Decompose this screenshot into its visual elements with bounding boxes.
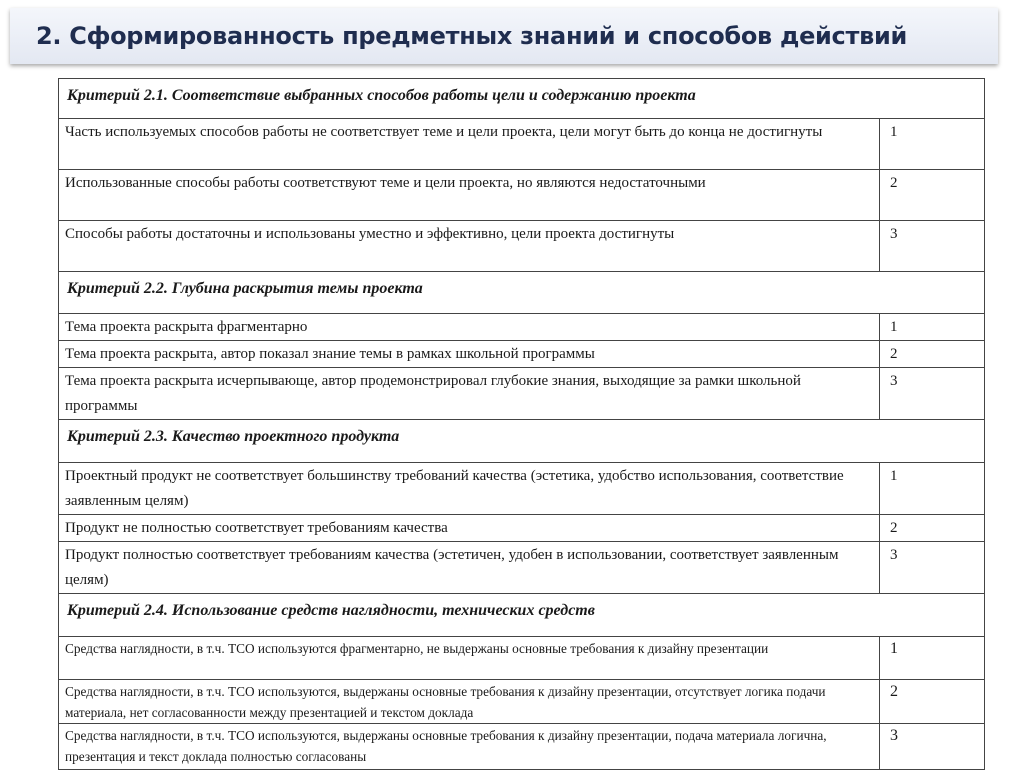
criteria-table [58, 78, 985, 770]
table-row [59, 314, 985, 341]
row-description: Продукт полностью соответствует требованиям качества (эстетичен, удобен в использовании, соответствует заявленным целям) [59, 542, 880, 594]
row-score: 1 [880, 463, 985, 515]
table-row [59, 170, 985, 221]
table-row [59, 341, 985, 368]
row-description: Способы работы достаточны и использованы уместно и эффективно, цели проекта достигнуты [59, 221, 880, 272]
title-bar [10, 8, 998, 64]
row-score: 2 [880, 680, 985, 724]
row-description: Использованные способы работы соответствуют теме и цели проекта, но являются недостаточными [59, 170, 880, 221]
table-row [59, 680, 985, 724]
criterion-header [59, 79, 985, 119]
row-score: 2 [880, 170, 985, 221]
row-score: 3 [880, 221, 985, 272]
row-score: 1 [880, 314, 985, 341]
row-score: 3 [880, 368, 985, 420]
row-score: 2 [880, 341, 985, 368]
table-row [59, 368, 985, 420]
criterion-header [59, 420, 985, 463]
row-score: 2 [880, 515, 985, 542]
criterion-header [59, 594, 985, 637]
row-description: Тема проекта раскрыта исчерпывающе, автор продемонстрировал глубокие знания, выходящие за рамки школьной программы [59, 368, 880, 420]
criterion-heading: Критерий 2.2. Глубина раскрытия темы проекта [59, 272, 985, 314]
row-description: Продукт не полностью соответствует требованиям качества [59, 515, 880, 542]
table-row [59, 542, 985, 594]
row-description: Средства наглядности, в т.ч. ТСО используются, выдержаны основные требования к дизайну презентации, подача материала логична, презентация и текст доклада полностью согласованы [59, 724, 880, 770]
row-description: Средства наглядности, в т.ч. ТСО используются, выдержаны основные требования к дизайну презентации, отсутствует логика подачи материала, нет согласованности между презентацией и текстом доклада [59, 680, 880, 724]
table-row [59, 637, 985, 680]
row-description: Тема проекта раскрыта, автор показал знание темы в рамках школьной программы [59, 341, 880, 368]
row-description: Средства наглядности, в т.ч. ТСО используются фрагментарно, не выдержаны основные требования к дизайну презентации [59, 637, 880, 680]
page-title: 2. Сформированность предметных знаний и способов действий [36, 22, 908, 50]
table-row [59, 515, 985, 542]
row-description: Тема проекта раскрыта фрагментарно [59, 314, 880, 341]
row-score: 3 [880, 542, 985, 594]
row-score: 1 [880, 637, 985, 680]
criterion-header [59, 272, 985, 314]
row-score: 1 [880, 119, 985, 170]
table-row [59, 463, 985, 515]
criterion-heading: Критерий 2.4. Использование средств наглядности, технических средств [59, 594, 985, 637]
row-score: 3 [880, 724, 985, 770]
table-row [59, 221, 985, 272]
row-description: Проектный продукт не соответствует большинству требований качества (эстетика, удобство использования, соответствие заявленным целям) [59, 463, 880, 515]
table-row [59, 119, 985, 170]
criterion-heading: Критерий 2.3. Качество проектного продукта [59, 420, 985, 463]
row-description: Часть используемых способов работы не соответствует теме и цели проекта, цели могут быть до конца не достигнуты [59, 119, 880, 170]
criterion-heading: Критерий 2.1. Соответствие выбранных способов работы цели и содержанию проекта [59, 79, 985, 119]
table-row [59, 724, 985, 770]
